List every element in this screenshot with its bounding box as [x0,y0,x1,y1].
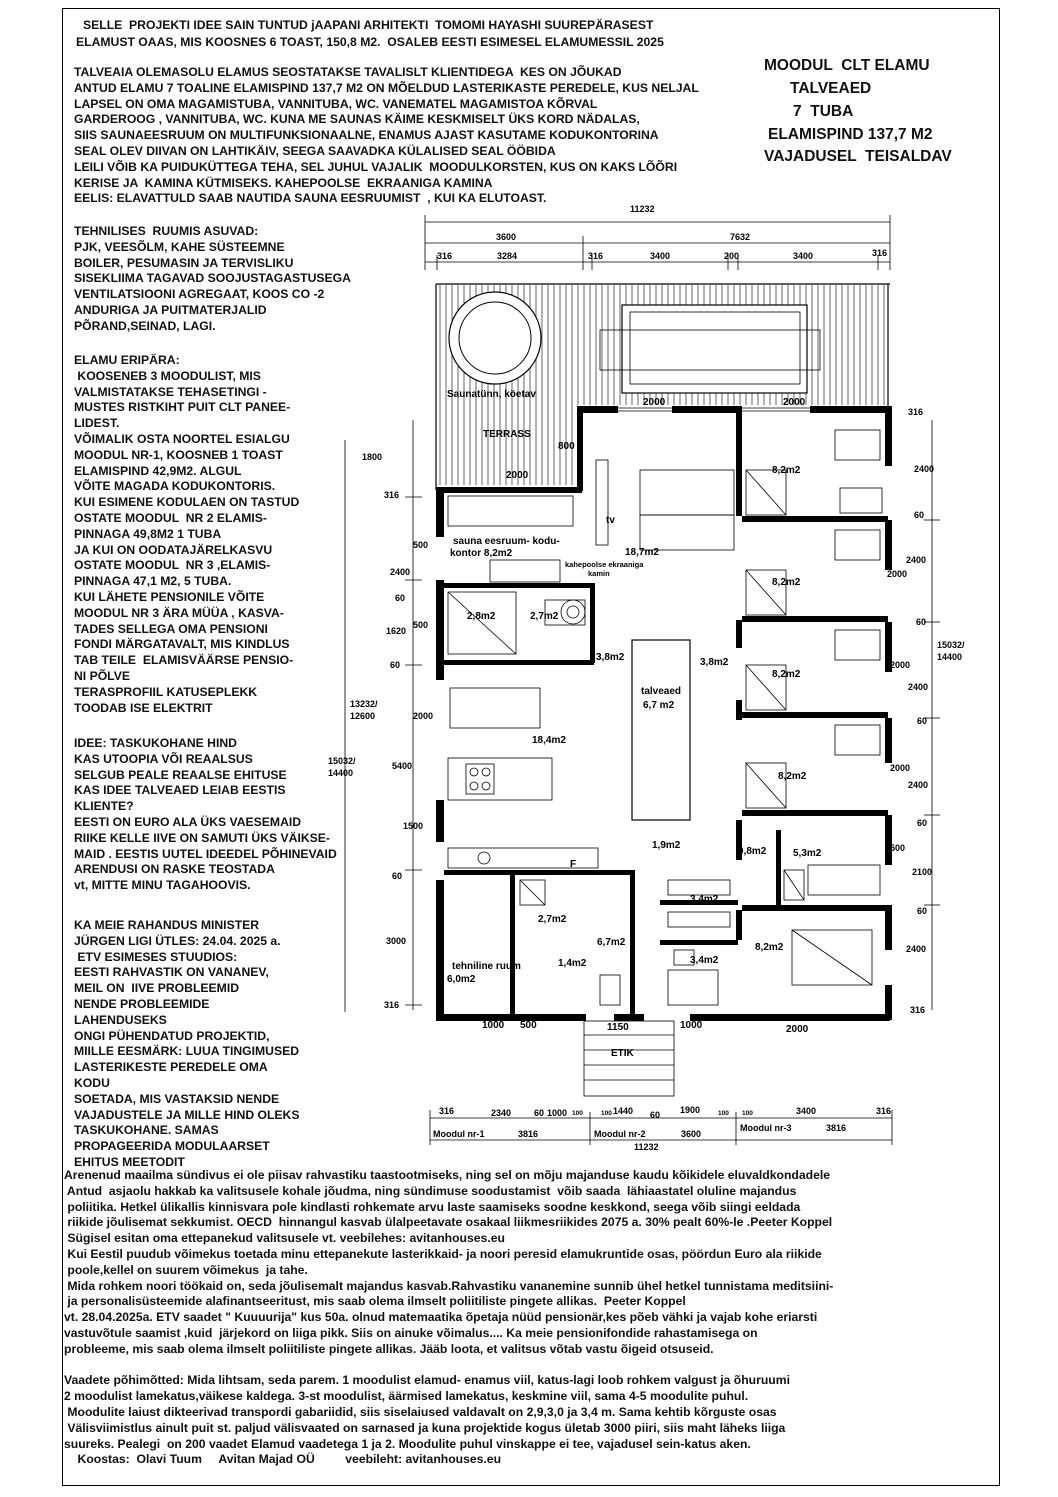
label-dim: 1000 [482,1020,505,1031]
features-line: KUI ESIMENE KODULAEN ON TASTUD [74,495,300,510]
dim-seg: 3400 [650,251,671,261]
label-sauna-office-2: kontor 8,2m2 [450,548,513,559]
dim-right: 2000 [890,660,911,670]
dim-right: 2100 [912,867,933,877]
idea-line: KAS IDEE TALVEAED LEIAB EESTIS [74,783,286,798]
features-line: LIDEST. [74,416,120,431]
label-bedroom: 8,2m2 [772,465,801,476]
dim-left: 13232/ [350,699,378,709]
dim-left: 316 [384,1000,400,1010]
dim-left: 14400 [328,768,354,778]
label-dim: 1000 [680,1020,703,1031]
dim-seg: 316 [437,251,453,261]
label-bedroom: 8,2m2 [772,577,801,588]
dim-left: 500 [413,620,429,630]
module-label: Moodul nr-3 [740,1123,792,1133]
title-line-3: 7 TUBA [793,103,854,120]
intro-line-1: SELLE PROJEKTI IDEE SAIN TUNTUD jAAPANI ARHITEKTI TOMOMI HAYASHI SUUREPÄRASEST [83,18,654,32]
dim-bottom: 316 [876,1106,892,1116]
idea-line: vt, MITTE MINU TAGAHOOVIS. [74,878,251,893]
dim-right: 60 [914,510,925,520]
bottom-line: Välisviimistlus ainult puit st. paljud välisvaated on sarnased ja kuna projektide kogus ületab 3000 piiri, siis maht läheks liiga [64,1420,786,1435]
minister-line: EESTI RAHVASTIK ON VANANEV, [74,965,269,980]
title-line-4: ELAMISPIND 137,7 M2 [768,126,933,143]
dim-left: 60 [392,871,403,881]
dim-left: 316 [384,490,400,500]
minister-line: ETV ESIMESES STUUDIOS: [74,949,238,964]
technical-line: TEHNILISES RUUMIS ASUVAD: [74,224,259,238]
label-dim: 2000 [786,1024,809,1035]
description-line: SEAL OLEV DIIVAN ON LAHTIKÄIV, SEEGA SAAVADKA KÜLALISED SEAL ÖÖBIDA [74,143,556,158]
dim-left: 12600 [350,711,376,721]
title-line-5: VAJADUSEL TEISALDAV [764,148,952,165]
minister-line: SOETADA, MIS VASTAKSID NENDE [74,1091,280,1106]
label-fridge: F [570,859,577,870]
features-line: VALMISTATAKSE TEHASETINGI - [74,384,267,399]
dim-right-top: 7632 [730,232,751,242]
label-window-2000: 2000 [783,397,806,408]
label-corridor: 1,9m2 [652,840,681,851]
module-label: Moodul nr-2 [594,1129,646,1139]
features-line: PINNAGA 47,1 M2, 5 TUBA. [74,574,232,589]
bottom-line: Kui Eestil puudub võimekus toetada minu ettepanekute lasterikkaid- ja noori peresid elamukruntide osas, pöördun Euro ala riikide [64,1246,822,1261]
dim-right: 316 [908,407,924,417]
bottom-line: 2 moodulist lamekatus,väikese kaldega. 3-st moodulist, äärmised lamekatus, keskmine viil, sama 4-5 moodulite puhul. [64,1389,749,1404]
dim-left: 500 [413,540,429,550]
technical-line: ANDURIGA JA PUITMATERJALID [74,302,267,317]
dim-seg: 3284 [497,251,518,261]
dim-left: 60 [395,593,406,603]
label-tv: tv [606,515,615,526]
bottom-line: Antud asjaolu hakkab ka valitsusele kohale jõudma, ning sündimuse soodustamist võib saada lähiaastatel oluline majandus [64,1183,797,1198]
label-fireplace-2: kamin [588,569,610,578]
dim-left: 2000 [413,711,434,721]
dim-right: 500 [890,843,906,853]
dim-bottom: 100 [742,1110,753,1117]
description-line: TALVEAIA OLEMASOLU ELAMUS SEOSTATAKSE TAVALISLT KLIENTIDEGA KES ON JÕUKAD [74,65,622,79]
label-bedroom: 8,2m2 [755,942,784,953]
dim-right: 2400 [908,682,929,692]
features-line: MOODUL NR 3 ÄRA MÜÜA , KASVA- [74,605,284,620]
idea-line: EESTI ON EURO ALA ÜKS VAESEMAID [74,814,302,829]
idea-line: SELGUB PEALE REAALSE EHITUSE [74,767,287,782]
dim-bottom: 100 [572,1110,583,1117]
dim-right: 2400 [914,464,935,474]
label-winter-garden: talveaed [641,686,682,697]
label-kitchen: 18,4m2 [532,735,566,746]
label-technical-room-area: 6,0m2 [447,974,476,985]
features-line: TOODAB ISE ELEKTRIT [74,700,213,715]
bottom-line: Moodulite laiust dikteerivad transpordi gabariidid, siis siselaiused valdavalt on 2,9,3,0 ja 3,4 m. Sama kehtib kõrguste osas [64,1404,777,1419]
description-line: ANTUD ELAMU 7 TOALINE ELAMISPIND 137,7 M2 ON MÕELDUD LASTERIKASTE PEREDELE, KUS NELJAL [74,80,699,95]
dim-seg: 316 [872,248,888,258]
description-line: LEILI VÕIB KA PUIDUKÜTTEGA TEHA, SEL JUHUL VAJALIK MOODULKORSTEN, KUS ON KAKS LÕÕRI [74,159,678,174]
dim-left: 2400 [390,567,411,577]
dim-bottom: 1440 [613,1106,634,1116]
features-line: TADES SELLEGA OMA PENSIONI [74,621,268,636]
description-line: SIIS SAUNAEESRUUM ON MULTIFUNKSIONAALNE, ENAMUS AJAST KASUTAME KODUKONTORINA [74,128,659,143]
dim-left: 1620 [386,626,407,636]
dim-bottom: 60 [534,1108,545,1118]
label-saunatunn: Saunatünn, köetav [447,389,536,400]
bottom-line: probleeme, mis saab olema ilmselt poliitiliste pingete allikas. Jääb loota, et valitsus võtab vastu õigeid otsuseid. [64,1341,714,1356]
module-label: Moodul nr-1 [433,1129,485,1139]
dim-left: 1500 [403,821,424,831]
dim-right: 2400 [906,555,927,565]
bottom-line: ja personalisüsteemide alafinantseeritust, mis saab olema ilmselt poliitiliste pingete allikas. Peeter Koppel [64,1294,686,1309]
label-living: 18,7m2 [625,547,659,558]
label-room: 6,7m2 [597,937,626,948]
dim-bottom: 2340 [491,1108,512,1118]
features-line: JA KUI ON OODATAJÄRELKASVU [74,542,273,557]
label-room: 3,4m2 [690,894,719,905]
dim-right: 60 [916,617,927,627]
bottom-line: Arenenud maailma sündivus ei ole piisav rahvastiku taastootmiseks, ning sel on mõju majanduse kaudu kõikidele eluvaldkondadele [64,1168,831,1182]
title-line-1: MOODUL CLT ELAMU [764,57,930,74]
features-line: VÕITE MAGADA KODUKONTORIS. [74,479,276,494]
label-fireplace: kahepoolse ekraaniga [565,560,644,569]
label-dim: 1150 [607,1022,629,1033]
idea-line: IDEE: TASKUKOHANE HIND [74,736,237,750]
features-line: FONDI MÄRGATAVALT, MIS KINDLUS [74,637,290,652]
minister-line: MIILLE EESMÄRK: LUUA TINGIMUSED [74,1044,300,1059]
technical-line: SISEKLIIMA TAGAVAD SOOJUSTAGASTUSEGA [74,271,351,286]
dim-bottom: 100 [601,1110,612,1117]
dim-right: 60 [917,906,928,916]
minister-line: TASKUKOHANE. SAMAS [74,1123,219,1138]
bottom-line: poole,kellel on suurem võimekus ja tahe. [64,1262,308,1277]
label-technical-room: tehniline ruum [452,961,521,972]
label-800: 800 [558,441,575,452]
label-2000: 2000 [506,470,529,481]
dim-left-top: 3600 [496,232,517,242]
title-line-2: TALVEAED [790,80,872,97]
features-line: ELAMU ERIPÄRA: [74,353,180,367]
dim-right: 316 [910,1005,926,1015]
minister-line: VAJADUSTELE JA MILLE HIND OLEKS [74,1107,300,1122]
technical-line: PJK, VEESÕLM, KAHE SÜSTEEMNE [74,239,285,254]
label-hall: 3,8m2 [596,652,625,663]
dim-seg: 3400 [793,251,814,261]
technical-line: BOILER, PESUMASIN JA TERVISLIKU [74,255,294,270]
dim-right: 15032/ [937,640,965,650]
intro-line-2: ELAMUST OAAS, MIS KOOSNES 6 TOAST, 150,8 M2. OSALEB EESTI ESIMESEL ELAMUMESSIL 2025 [76,35,664,49]
features-line: ELAMISPIND 42,9M2. ALGUL [74,463,242,478]
minister-line: JÜRGEN LIGI ÜTLES: 24.04. 2025 a. [74,933,281,948]
label-porch: ETIK [611,1048,634,1059]
label-room: 2,7m2 [538,914,567,925]
module-value: 3816 [518,1129,539,1139]
features-line: OSTATE MOODUL NR 2 ELAMIS- [74,510,267,525]
features-line: NI PÕLVE [74,668,130,683]
dim-bottom: 316 [439,1106,455,1116]
label-sauna-office: sauna eesruum- kodu- [453,536,560,547]
label-window-2000: 2000 [643,397,666,408]
features-line: KUI LÄHETE PENSIONILE VÕITE [74,589,265,604]
dim-overall-bottom: 11232 [634,1142,659,1152]
features-line: OSTATE MOODUL NR 3 ,ELAMIS- [74,558,271,573]
features-line: MUSTES RISTKIHT PUIT CLT PANEE- [74,400,291,415]
features-line: KOOSENEB 3 MOODULIST, MIS [74,368,261,383]
features-line: TERASPROFIIL KATUSEPLEKK [74,684,258,699]
dim-right: 2400 [906,944,927,954]
bottom-line: riikide jõulisemat sekkumist. OECD hinnangul kasvab ülalpeetavate osakaal liikmesriikides 2075 a. 30% pealt 60%-le .Peeter Koppel [64,1215,833,1230]
minister-line: KODU [74,1075,110,1090]
idea-line: RIIKE KELLE IIVE ON SAMUTI ÜKS VÄIKSE- [74,830,330,845]
dim-bottom: 3400 [796,1106,817,1116]
dim-right: 2000 [887,569,908,579]
dim-right: 2000 [890,763,911,773]
label-dim: 500 [520,1020,537,1031]
features-line: MOODUL NR-1, KOOSNEB 1 TOAST [74,447,283,462]
label-bedroom: 8,2m2 [778,771,807,782]
description-line: EELIS: ELAVATTULD SAAB NAUTIDA SAUNA EESRUUMIST , KUI KA ELUTOAST. [74,191,547,206]
dim-bottom: 1000 [547,1108,568,1118]
dim-left: 5400 [392,761,413,771]
label-room: 3,4m2 [690,955,719,966]
description-line: LAPSEL ON OMA MAGAMISTUBA, VANNITUBA, WC. VANEMATEL MAGAMISTOA KÕRVAL [74,96,598,111]
label-hall: 3,8m2 [700,657,729,668]
dim-seg: 316 [588,251,604,261]
dim-right: 14400 [937,652,963,662]
label-closet: 0,8m2 [738,846,767,857]
dim-right: 60 [917,818,928,828]
label-terrass: TERRASS [483,429,531,440]
module-value: 3816 [826,1123,847,1133]
technical-line: PÕRAND,SEINAD, LAGI. [74,318,216,333]
label-bathroom: 5,3m2 [793,848,822,859]
label-sauna: 2,7m2 [530,611,559,622]
bottom-line: Sügisel esitan oma ettepanekud valitsusele vt. veebilehes: avitanhouses.eu [64,1231,505,1246]
bottom-line: poliitika. Hetkel ülikallis kinnisvara pole kindlasti rohkemate arvu laste saamiseks soodne keskkond, seega võib siingi eeldada [64,1199,801,1214]
dim-bottom: 1900 [680,1105,701,1115]
minister-line: LASTERIKESTE PEREDELE OMA [74,1060,268,1075]
idea-line: ARENDUSI ON RASKE TEOSTADA [74,862,275,877]
dim-overall-top: 11232 [630,204,655,214]
idea-line: KAS UTOOPIA VÕI REAALSUS [74,751,253,766]
features-line: VÕIMALIK OSTA NOORTEL ESIALGU [74,431,290,446]
idea-line: MAID . EESTIS UUTEL IDEEDEL PÕHINEVAID [74,846,337,861]
minister-line: EHITUS MEETODIT [74,1154,185,1169]
bottom-line: suureks. Pealegi on 200 vaadet Elamud vaadetega 1 ja 2. Moodulite puhul vinskappe ei tee, vajadusel sein-katus aken. [64,1436,751,1451]
minister-line: PROPAGEERIDA MODULAARSET [74,1139,270,1154]
dim-bottom: 60 [650,1110,661,1120]
label-wc: 2,8m2 [467,611,496,622]
dim-left: 15032/ [328,756,356,766]
minister-line: NENDE PROBLEEMIDE [74,996,210,1011]
bottom-line: vt. 28.04.2025a. ETV saadet " Kuuuurija" kus 50a. olnud matemaatika õpetaja nüüd pensionär,kes põeb vähki ja vajab kohe eriarsti [64,1310,818,1325]
idea-line: KLIENTE? [74,799,134,814]
dim-left: 1800 [362,452,383,462]
dim-left: 3000 [386,936,407,946]
dim-right: 60 [917,716,928,726]
dim-right: 2400 [908,780,929,790]
description-line: KERISE JA KAMINA KÜTMISEKS. KAHEPOOLSE EKRAANIGA KAMINA [74,175,493,190]
bottom-line: Mida rohkem noori töökaid on, seda jõulisemalt majandus kasvab.Rahvastiku vananemine sunnib ühel hetkel tunnistama meditsiini- [64,1278,834,1293]
description-line: GARDEROOG , VANNITUBA, WC. KUNA ME SAUNAS KÄIME KESKMISELT ÜKS KORD NÄDALAS, [74,112,640,127]
dim-seg: 200 [724,251,740,261]
technical-line: VENTILATSIOONI AGREGAAT, KOOS CO -2 [74,287,325,302]
dim-left: 60 [390,660,401,670]
label-wc: 1,4m2 [558,958,587,969]
features-line: PINNAGA 49,8M2 1 TUBA [74,526,222,541]
label-winter-garden-area: 6,7 m2 [643,700,675,711]
dim-bottom: 100 [718,1110,729,1117]
minister-line: MEIL ON IIVE PROBLEEMID [74,981,240,996]
minister-line: ONGI PÜHENDATUD PROJEKTID, [74,1028,270,1043]
bottom-line: Vaadete põhimõtted: Mida lihtsam, seda parem. 1 moodulist elamud- enamus viil, katus-lagi loob rohkem valgust ja õhuruumi [64,1373,790,1388]
module-value: 3600 [681,1129,702,1139]
label-bedroom: 8,2m2 [772,669,801,680]
bottom-line: vastuvõtule saamist ,kuid järjekord on liiga pikk. Siis on ainuke võimalus.... Ka meie pensionifondide rahastamisega on [64,1325,758,1340]
minister-line: LAHENDUSEKS [74,1012,167,1027]
features-line: TAB TEILE ELAMISVÄÄRSE PENSIO- [74,653,294,668]
bottom-line: Koostas: Olavi Tuum Avitan Majad OÜ veebileht: avitanhouses.eu [64,1452,502,1467]
minister-line: KA MEIE RAHANDUS MINISTER [74,918,260,932]
